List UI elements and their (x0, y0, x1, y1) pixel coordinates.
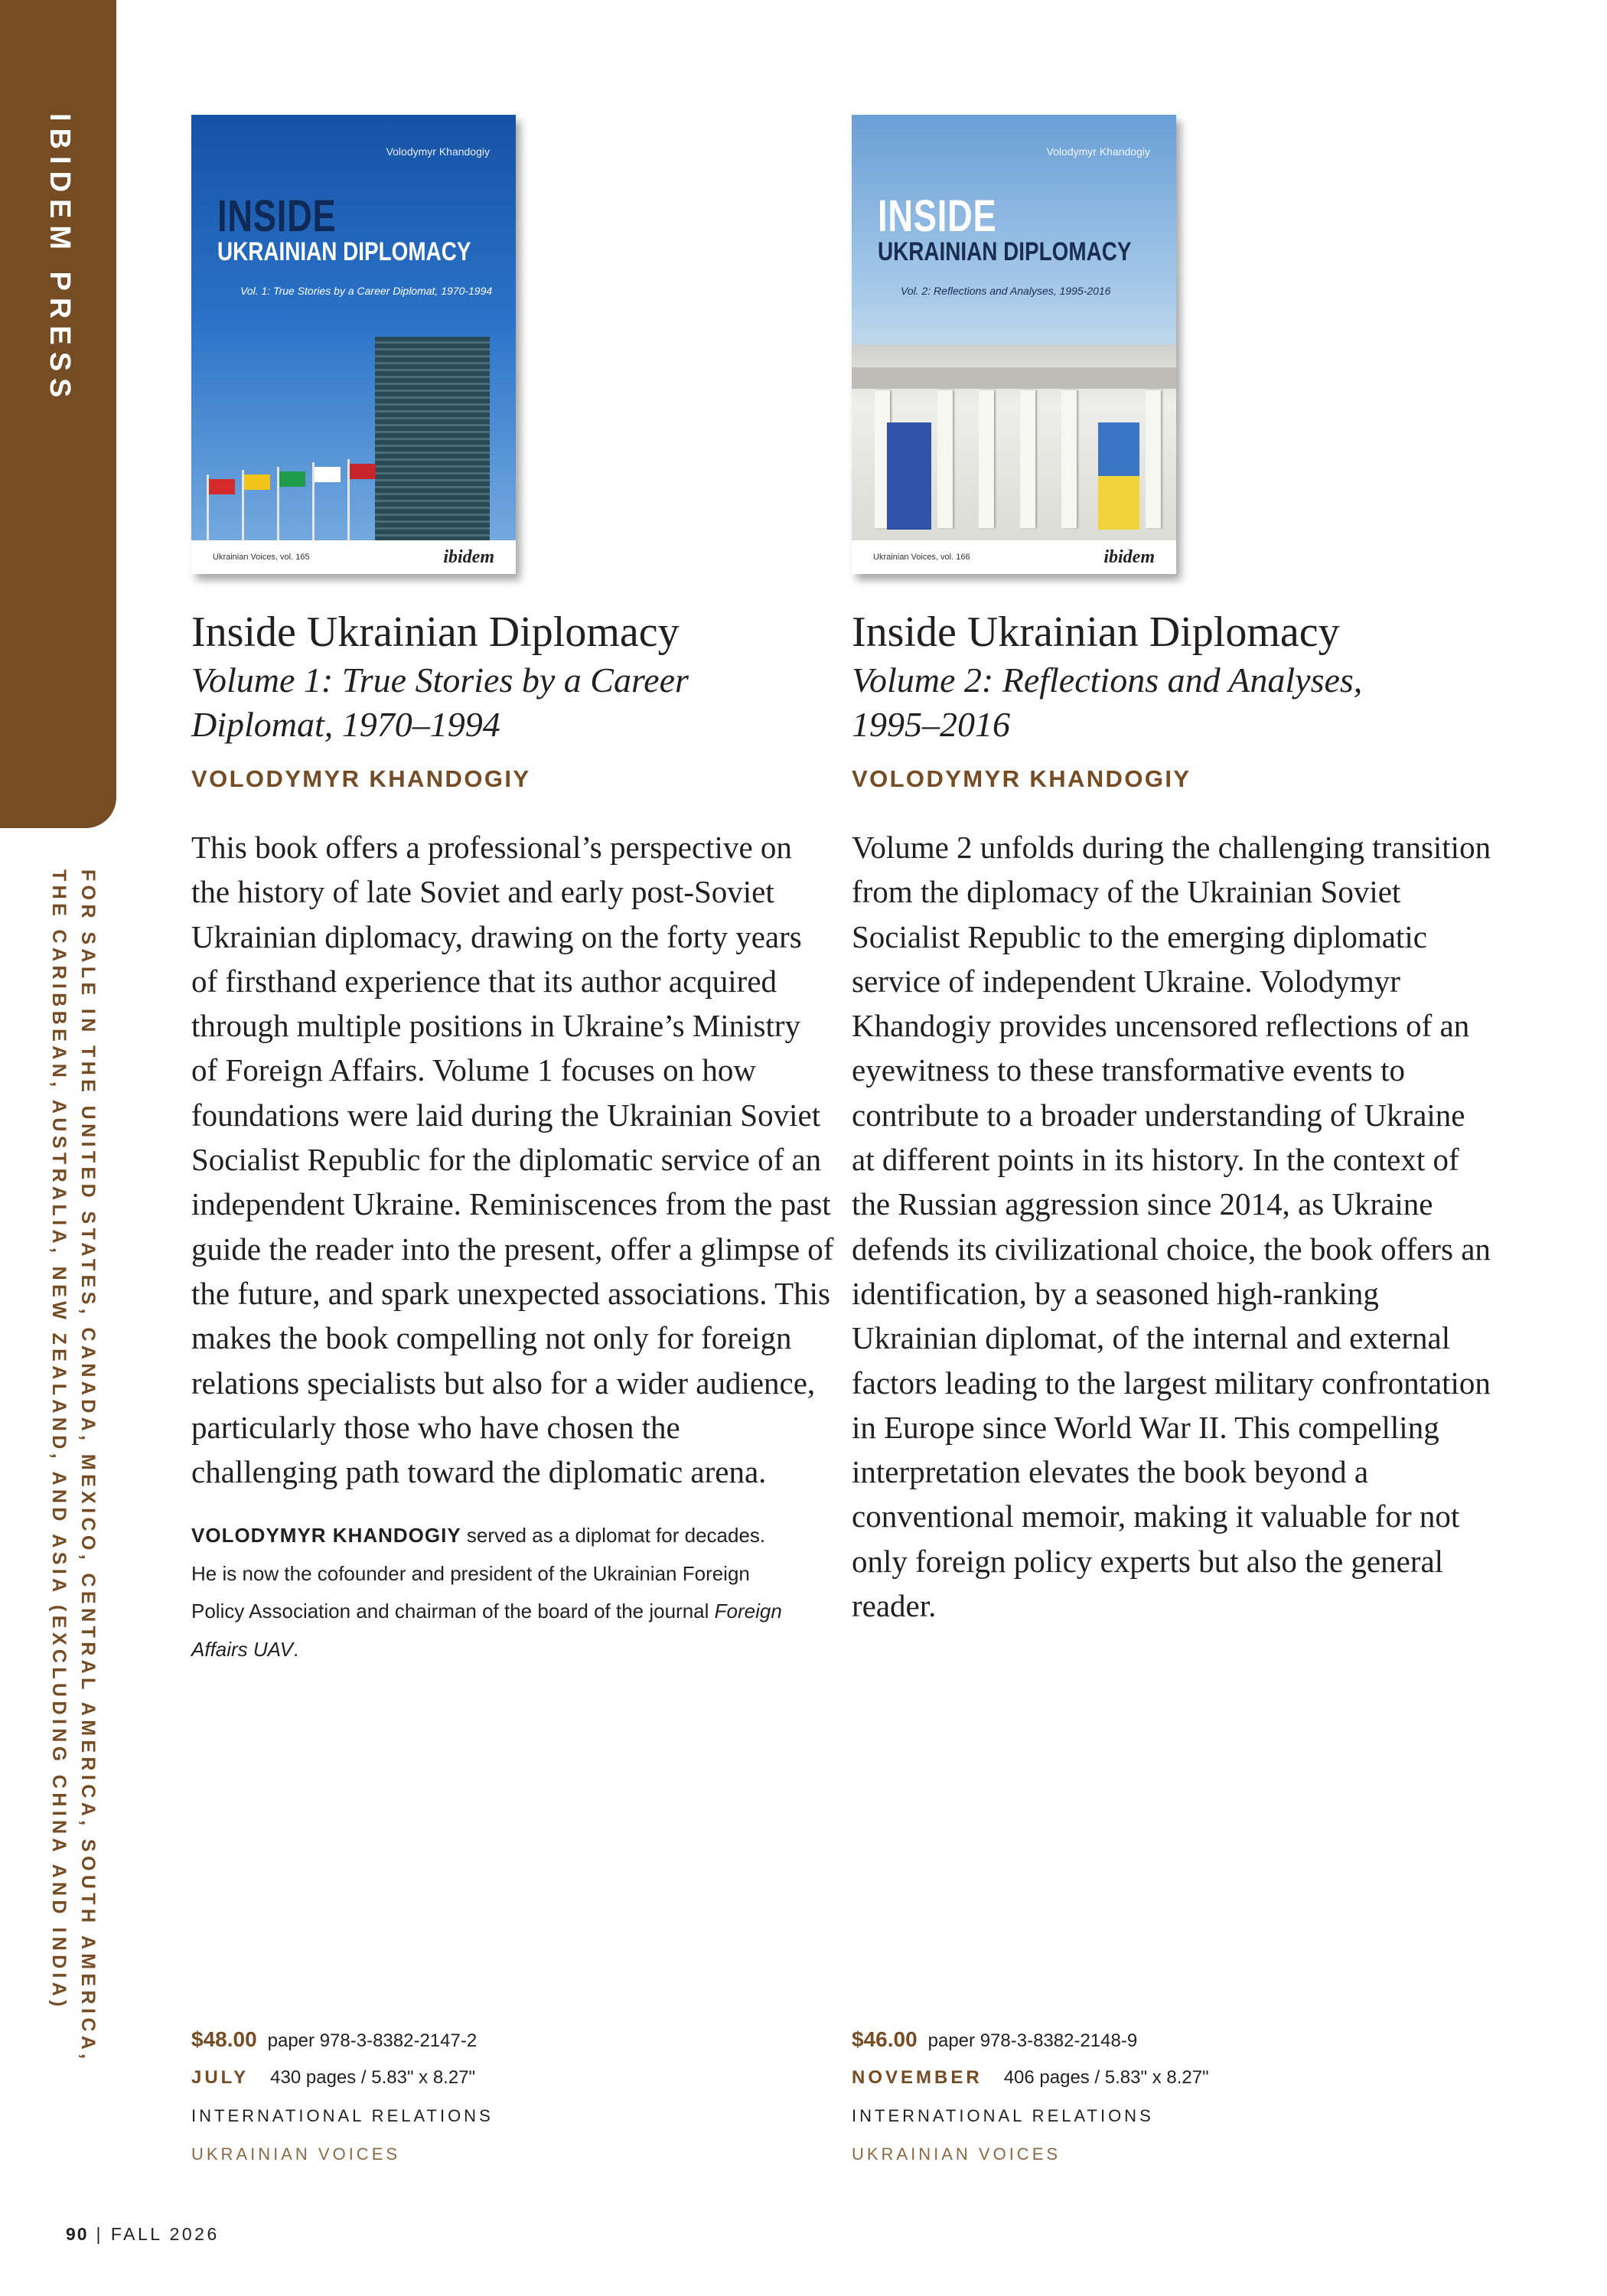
cover-building-image (375, 337, 490, 574)
page-folio (66, 2224, 220, 2245)
author-bio-journal: Foreign Affairs UAV (191, 1600, 782, 1661)
book-subtitle-line-2: Diplomat, 1970–1994 (191, 705, 500, 744)
book-title: Inside Ukrainian Diplomacy (191, 608, 680, 656)
cover-title-word: INSIDE (878, 191, 997, 241)
book-price: $46.00 (852, 2027, 918, 2051)
book-subject: INTERNATIONAL RELATIONS (852, 2106, 1154, 2125)
pub-month: NOVEMBER (852, 2067, 983, 2088)
cover-footer-band (852, 540, 1176, 574)
page-number: 90 (66, 2224, 89, 2244)
book-subtitle (852, 658, 1495, 747)
author-bio-name: VOLODYMYR KHANDOGIY (191, 1524, 461, 1548)
book-entry-volume-1 (191, 115, 834, 1668)
book-description: This book offers a professional’s perspective on the history of late Soviet and early post-Soviet Ukrainian diplomacy, drawing on the forty years of firsthand experience that its author acquired through multiple positions in Ukraine’s Ministry of Foreign Affairs. Volume 1 focuses on how foundations were laid during the Ukrainian Soviet Socialist Republic for the diplomatic service of an independent Ukraine. Reminiscences from the past guide the reader into the present, offer a glimpse of the future, and spark unexpected associations. This makes the book compelling not only for foreign relations specialists but also for a wider audience, particularly those who have chosen the challenging path toward the diplomatic arena. (191, 830, 834, 1490)
book-meta-volume-1 (191, 2020, 819, 2174)
eu-flag-image (887, 422, 931, 530)
book-author: VOLODYMYR KHANDOGIY (191, 765, 531, 792)
book-format-isbn: paper 978-3-8382-2148-9 (927, 2030, 1138, 2051)
book-meta-volume-2 (852, 2020, 1479, 2174)
book-title: Inside Ukrainian Diplomacy (852, 608, 1340, 656)
catalog-season: FALL 2026 (110, 2224, 220, 2244)
pub-month: JULY (191, 2067, 249, 2088)
cover-title-main: UKRAINIAN DIPLOMACY (878, 237, 1132, 266)
book-subject: INTERNATIONAL RELATIONS (191, 2106, 494, 2125)
book-price: $48.00 (191, 2027, 257, 2051)
author-bio-text: served as a diplomat for decades. He is now the cofounder and president of the Ukrainian Foreign Policy Association and chairman of the board of the journal (191, 1524, 766, 1623)
book-pages-size: 430 pages / 5.83" x 8.27" (270, 2067, 476, 2088)
cover-title-word: INSIDE (217, 191, 337, 241)
book-format-isbn: paper 978-3-8382-2147-2 (267, 2030, 478, 2051)
publisher-name: IBIDEM PRESS (44, 113, 76, 405)
book-cover-volume-1[interactable] (191, 115, 516, 574)
publisher-tab (0, 0, 116, 828)
cover-footer-band (191, 540, 516, 574)
ukraine-flag-image (1098, 422, 1139, 476)
cover-subtitle: Vol. 2: Reflections and Analyses, 1995-2016 (901, 285, 1111, 297)
cover-publisher-logo: ibidem (443, 546, 494, 567)
book-author: VOLODYMYR KHANDOGIY (852, 765, 1191, 792)
cover-subtitle: Vol. 1: True Stories by a Career Diplomat, 1970-1994 (240, 285, 493, 297)
cover-ministry-image (852, 344, 1176, 540)
book-subtitle-line-1: Volume 1: True Stories by a Career (191, 660, 689, 700)
book-subtitle (191, 658, 834, 747)
folio-separator: | (96, 2224, 103, 2244)
cover-series: Ukrainian Voices, vol. 166 (873, 553, 970, 562)
sales-territory-note: FOR SALE IN THE UNITED STATES, CANADA, MEXICO, CENTRAL AMERICA, SOUTH AMERICA, THE CARIBBEAN, AUSTRALIA, NEW ZEALAND, AND ASIA (EXCLUDING CHINA AND INDIA) (48, 869, 99, 2063)
cover-series: Ukrainian Voices, vol. 165 (213, 553, 310, 562)
cover-author: Volodymyr Khandogiy (1046, 145, 1150, 158)
author-bio (191, 1517, 788, 1668)
book-subtitle-line-2: 1995–2016 (852, 705, 1010, 744)
author-bio-end: . (292, 1637, 299, 1661)
book-pages-size: 406 pages / 5.83" x 8.27" (1003, 2067, 1209, 2088)
cover-title-main: UKRAINIAN DIPLOMACY (217, 237, 471, 266)
cover-author: Volodymyr Khandogiy (386, 145, 490, 158)
book-series: UKRAINIAN VOICES (191, 2144, 401, 2164)
book-cover-volume-2[interactable] (852, 115, 1176, 574)
book-series: UKRAINIAN VOICES (852, 2144, 1061, 2164)
book-entry-volume-2 (852, 115, 1495, 1628)
book-subtitle-line-1: Volume 2: Reflections and Analyses, (852, 660, 1363, 700)
book-description: Volume 2 unfolds during the challenging transition from the diplomacy of the Ukrainian Soviet Socialist Republic to the emerging diplomatic service of independent Ukraine. Volodymyr Khandogiy provides uncensored reflections of an eyewitness to these transformative events to contribute to a broader understanding of Ukraine at different points in its history. In the context of the Russian aggression since 2014, as Ukraine defends its civilizational choice, the book offers an identification, by a seasoned high-ranking Ukrainian diplomat, of the internal and external factors leading to the largest military confrontation in Europe since World War II. This compelling interpretation elevates the book beyond a conventional memoir, making it valuable for not only foreign policy experts but also the general reader. (852, 830, 1491, 1624)
cover-publisher-logo: ibidem (1103, 546, 1155, 567)
